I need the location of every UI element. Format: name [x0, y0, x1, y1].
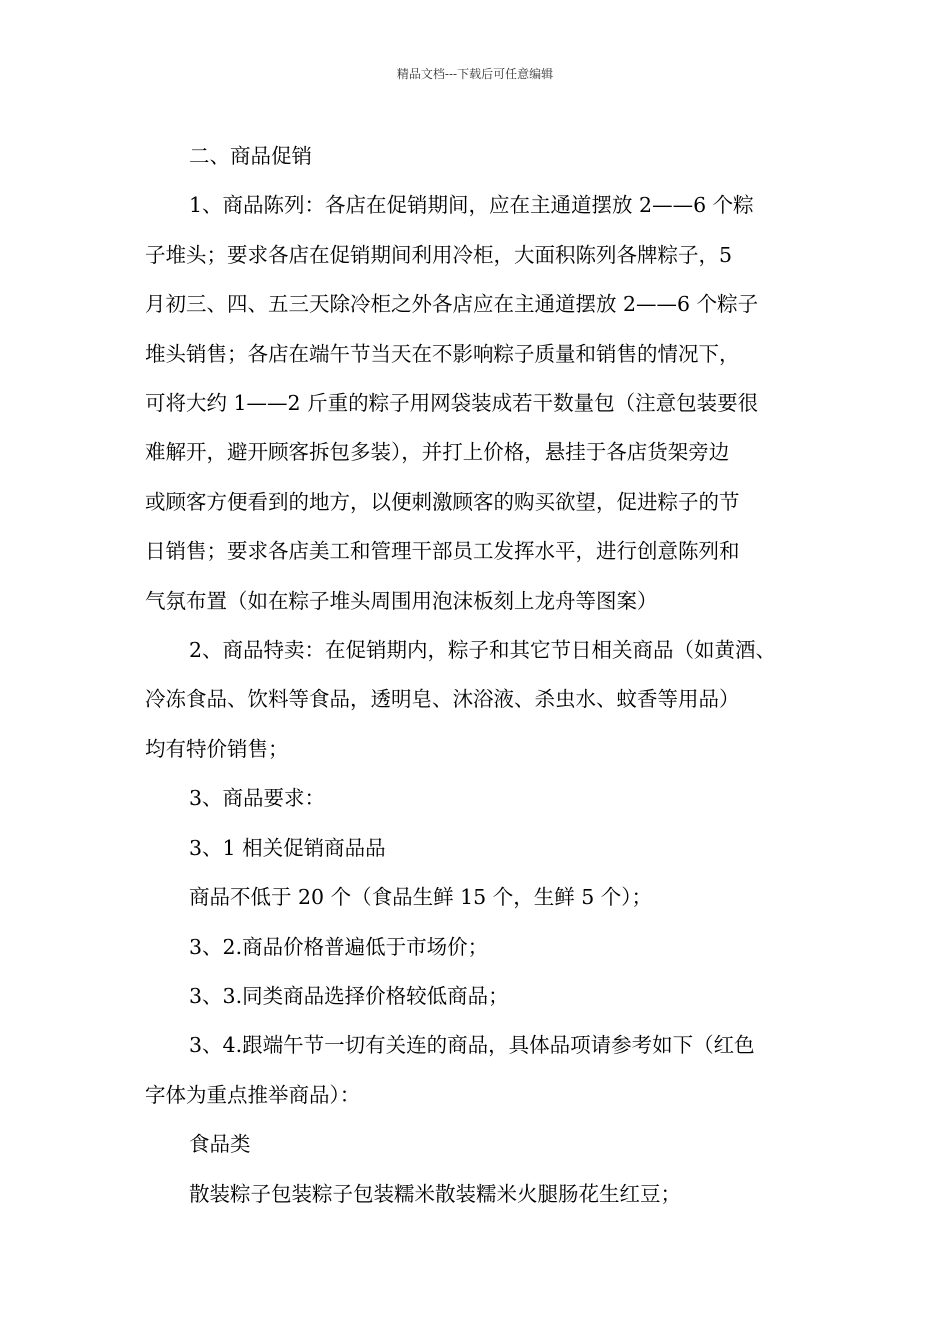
- paragraph-req-3-1: 3、1 相关促销商品品: [189, 835, 386, 860]
- paragraph-line: 子堆头；要求各店在促销期间利用冷柜，大面积陈列各牌粽子，5: [145, 242, 733, 267]
- paragraph-line: 日销售；要求各店美工和管理干部员工发挥水平，进行创意陈列和: [145, 539, 740, 564]
- document-body: [145, 132, 813, 1219]
- paragraph-requirements: 3、商品要求：: [189, 786, 326, 811]
- paragraph-line: 冷冻食品、饮料等食品，透明皂、沐浴液、杀虫水、蚊香等用品）: [145, 687, 740, 712]
- paragraph-req-3-1-detail: 商品不低于 20 个（食品生鲜 15 个，生鲜 5 个）；: [189, 885, 653, 910]
- paragraph-line: 或顾客方便看到的地方，以便刺激顾客的购买欲望，促进粽子的节: [145, 489, 740, 514]
- category-heading: 食品类: [189, 1132, 251, 1157]
- paragraph-line: 1、商品陈列：各店在促销期间，应在主通道摆放 2——6 个粽: [189, 193, 754, 218]
- section-title: 二、商品促销: [189, 144, 312, 168]
- page-header: 精品文档---下载后可任意编辑: [396, 67, 554, 81]
- paragraph-req-3-4: [145, 1021, 813, 1120]
- paragraph-line: 2、商品特卖：在促销期内，粽子和其它节日相关商品（如黄酒、: [189, 638, 777, 663]
- paragraph-line: 堆头销售；各店在端午节当天在不影响粽子质量和销售的情况下，: [145, 341, 740, 366]
- paragraph-line: 难解开，避开顾客拆包多装），并打上价格，悬挂于各店货架旁边: [145, 440, 730, 465]
- paragraph-line: 3、4.跟端午节一切有关连的商品，具体品项请参考如下（红色: [189, 1033, 755, 1058]
- paragraph-line: 均有特价销售；: [145, 736, 289, 761]
- paragraph-special-sale: [145, 626, 813, 774]
- paragraph-line: 可将大约 1——2 斤重的粽子用网袋装成若干数量包（注意包装要很: [145, 391, 759, 416]
- paragraph-req-3-2: 3、2.商品价格普遍低于市场价；: [189, 934, 489, 959]
- paragraph-req-3-3: 3、3.同类商品选择价格较低商品；: [189, 983, 509, 1008]
- paragraph-line: 气氛布置（如在粽子堆头周围用泡沫板刻上龙舟等图案）: [145, 588, 658, 613]
- category-items: 散装粽子包装粽子包装糯米散装糯米火腿肠花生红豆；: [189, 1181, 681, 1206]
- paragraph-display: [145, 181, 813, 626]
- paragraph-line: 字体为重点推举商品）：: [145, 1082, 361, 1107]
- paragraph-line: 月初三、四、五三天除冷柜之外各店应在主通道摆放 2——6 个粽子: [145, 292, 759, 317]
